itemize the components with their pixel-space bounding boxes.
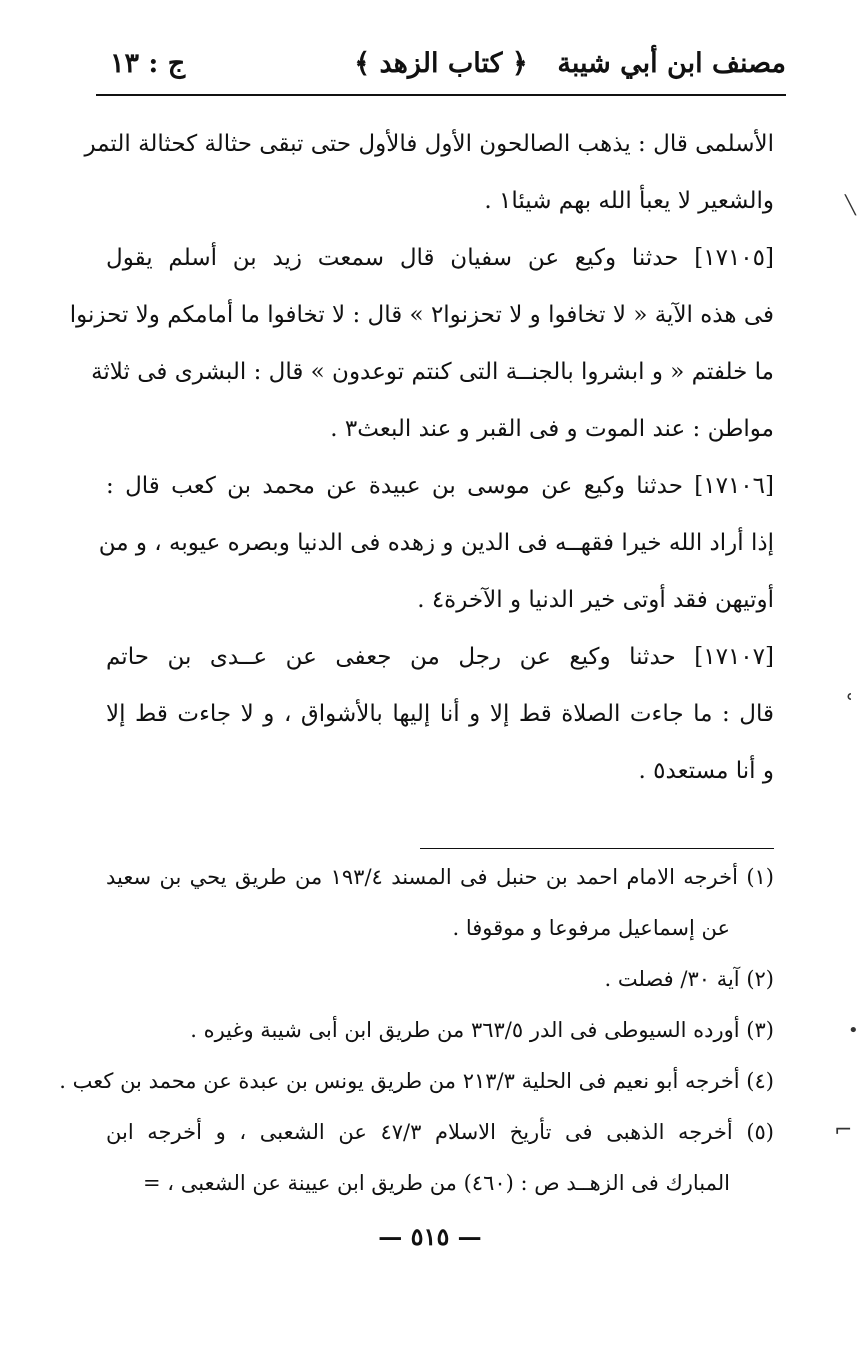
text-line: أوتيهن فقد أوتى خير الدنيا و الآخرة٤ . bbox=[417, 587, 774, 613]
main-text bbox=[69, 116, 774, 800]
footnote-line: (٤) أخرجه أبو نعيم فى الحلية ٢١٣/٣ من طريق يونس بن عبدة عن محمد بن كعب . bbox=[59, 1069, 774, 1093]
text-line: قال : ما جاءت الصلاة قط إلا و أنا إليها بالأشواق ، و لا جاءت قط إلا bbox=[106, 701, 774, 727]
footnote-divider bbox=[420, 848, 774, 849]
text-line: إذا أراد الله خيرا فقهــه فى الدين و زهده فى الدنيا وبصره عيوبه ، و من bbox=[98, 530, 774, 556]
scan-edge-mark: ╲ bbox=[845, 195, 856, 216]
text-line: ما خلفتم « و ابشروا بالجنــة التى كنتم توعدون » قال : البشرى فى ثلاثة bbox=[91, 359, 774, 385]
volume-number: ج : ١٣ bbox=[110, 48, 186, 79]
footnote-line: (٢) آية ٣٠/ فصلت . bbox=[604, 967, 774, 991]
text-line: فى هذه الآية « لا تخافوا و لا تحزنوا٢ » قال : لا تخافوا ما أمامكم ولا تحزنوا bbox=[69, 302, 774, 328]
header-divider bbox=[96, 94, 786, 96]
text-line: والشعير لا يعبأ الله بهم شيئا١ . bbox=[484, 188, 774, 214]
text-line: و أنا مستعد٥ . bbox=[638, 758, 774, 784]
text-line: مواطن : عند الموت و فى القبر و عند البعث٣ . bbox=[330, 416, 774, 442]
footnote-line: (٥) أخرجه الذهبى فى تأريخ الاسلام ٤٧/٣ عن الشعبى ، و أخرجه ابن bbox=[106, 1120, 774, 1144]
chapter-title: ﴿ كتاب الزهد ﴾ bbox=[354, 48, 528, 79]
footnote-line: (١) أخرجه الامام احمد بن حنبل فى المسند ١٩٣/٤ من طريق يحي بن سعيد bbox=[106, 865, 774, 889]
footnotes bbox=[59, 852, 774, 1209]
hadith-17107-line: [١٧١٠٧] حدثنا وكيع عن رجل من جعفى عن عــدى بن حاتم bbox=[106, 644, 774, 670]
book-title: مصنف ابن أبي شيبة bbox=[557, 48, 786, 79]
footnote-line: (٣) أورده السيوطى فى الدر ٣٦٣/٥ من طريق ابن أبى شيبة وغيره . bbox=[190, 1018, 774, 1042]
footnote-line: المبارك فى الزهــد ص : (٤٦٠) من طريق ابن عيينة عن الشعبى ، = bbox=[143, 1171, 730, 1195]
hadith-17106-line: [١٧١٠٦] حدثنا وكيع عن موسى بن عبيدة عن محمد بن كعب قال : bbox=[106, 473, 774, 499]
footnote-line: عن إسماعيل مرفوعا و موقوفا . bbox=[452, 916, 730, 940]
scan-edge-mark: ʿ bbox=[846, 690, 854, 720]
text-line: الأسلمى قال : يذهب الصالحون الأول فالأول حتى تبقى حثالة كحثالة التمر bbox=[84, 131, 774, 157]
running-header bbox=[96, 38, 786, 94]
scan-edge-mark: ⌐ bbox=[834, 1118, 853, 1143]
page-number: — ٥١٥ — bbox=[378, 1222, 482, 1251]
hadith-17105-line: [١٧١٠٥] حدثنا وكيع عن سفيان قال سمعت زيد بن أسلم يقول bbox=[106, 245, 774, 271]
scan-edge-mark: • bbox=[848, 1020, 859, 1041]
